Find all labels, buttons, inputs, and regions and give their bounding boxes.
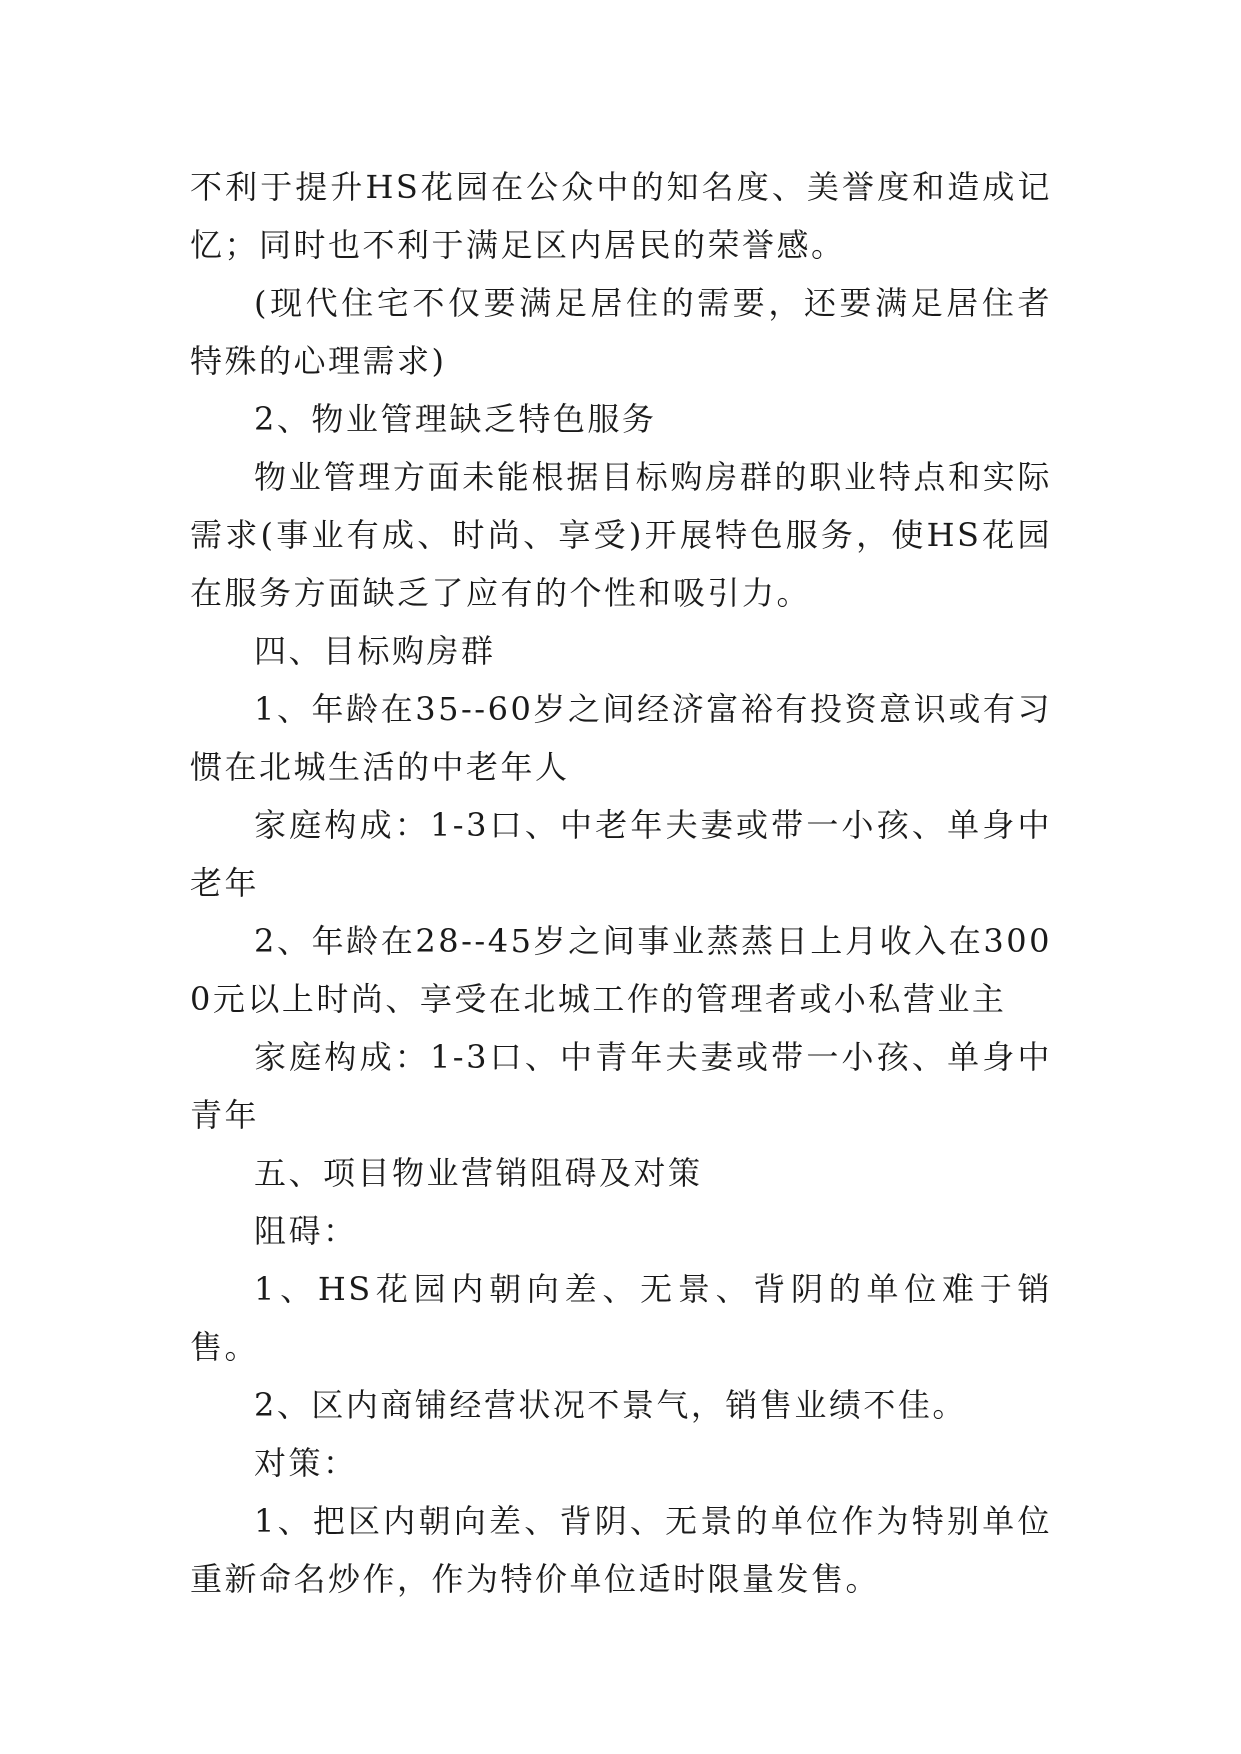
- paragraph-property-service: 物业管理方面未能根据目标购房群的职业特点和实际需求(事业有成、时尚、享受)开展特色服务，使HS花园在服务方面缺乏了应有的个性和吸引力。: [190, 458, 1052, 612]
- list-item-strategy-1: 1、把区内朝向差、背阴、无景的单位作为特别单位重新命名炒作，作为特价单位适时限量发售。: [190, 1502, 1052, 1598]
- list-item-obstacle-1: 1、HS花园内朝向差、无景、背阴的单位难于销售。: [190, 1270, 1052, 1366]
- heading-property-service: 2、物业管理缺乏特色服务: [254, 400, 657, 438]
- label-obstacles: 阻碍：: [254, 1212, 358, 1250]
- paragraph-family-structure-2: 家庭构成：1-3口、中青年夫妻或带一小孩、单身中青年: [190, 1038, 1052, 1134]
- document-body: [190, 158, 1052, 1608]
- paragraph-honor-sense: 不利于提升HS花园在公众中的知名度、美誉度和造成记忆；同时也不利于满足区内居民的荣誉感。: [190, 168, 1052, 264]
- list-item-buyer-group-1: 1、年龄在35--60岁之间经济富裕有投资意识或有习惯在北城生活的中老年人: [190, 690, 1052, 786]
- paragraph-family-structure-1: 家庭构成：1-3口、中老年夫妻或带一小孩、单身中老年: [190, 806, 1052, 902]
- list-item-buyer-group-2: 2、年龄在28--45岁之间事业蒸蒸日上月收入在3000元以上时尚、享受在北城工作的管理者或小私营业主: [190, 922, 1052, 1018]
- list-item-obstacle-2: 2、区内商铺经营状况不景气，销售业绩不佳。: [254, 1386, 967, 1424]
- section-heading-target-buyers: 四、目标购房群: [254, 632, 496, 670]
- section-heading-obstacles-strategies: 五、项目物业营销阻碍及对策: [254, 1154, 703, 1192]
- label-strategies: 对策：: [254, 1444, 358, 1482]
- paragraph-psychological-needs: (现代住宅不仅要满足居住的需要，还要满足居住者特殊的心理需求): [190, 284, 1052, 380]
